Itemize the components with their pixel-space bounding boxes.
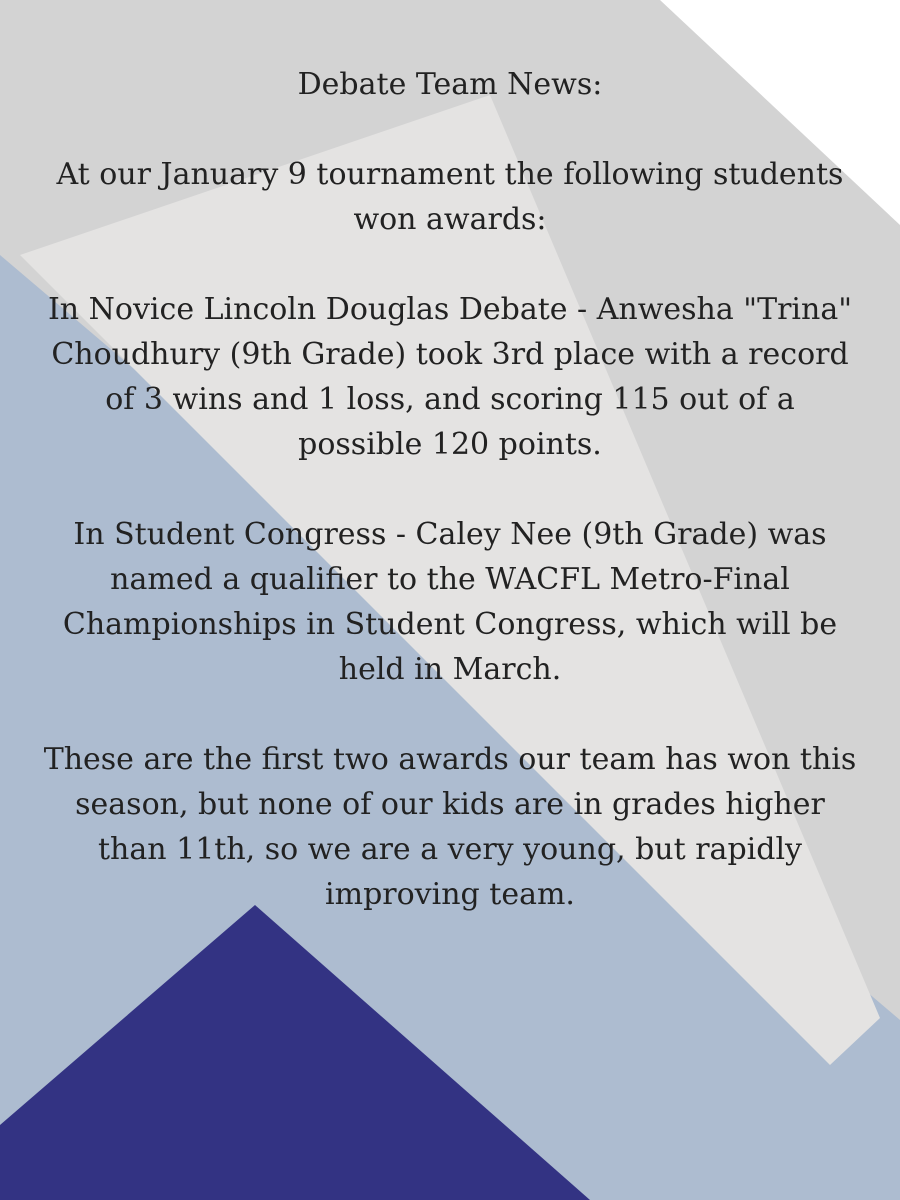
- article-intro: At our January 9 tournament the following students won awards:: [56, 157, 844, 237]
- closing-paragraph: These are the first two awards our team has won this season, but none of our kids are in grades higher than 11th, so we are a very young, but rapidly improving team.: [43, 742, 857, 912]
- award-paragraph-lincoln-douglas: In Novice Lincoln Douglas Debate - Anwesha "Trina" Choudhury (9th Grade) took 3rd place with a record of 3 wins and 1 loss, and scoring 115 out of a possible 120 points.: [47, 292, 853, 462]
- article-heading: Debate Team News:: [297, 67, 603, 102]
- award-paragraph-student-congress: In Student Congress - Caley Nee (9th Grade) was named a qualifier to the WACFL Metro-Final Championships in Student Congress, which will be held in March.: [62, 517, 838, 687]
- article-body: [40, 62, 860, 962]
